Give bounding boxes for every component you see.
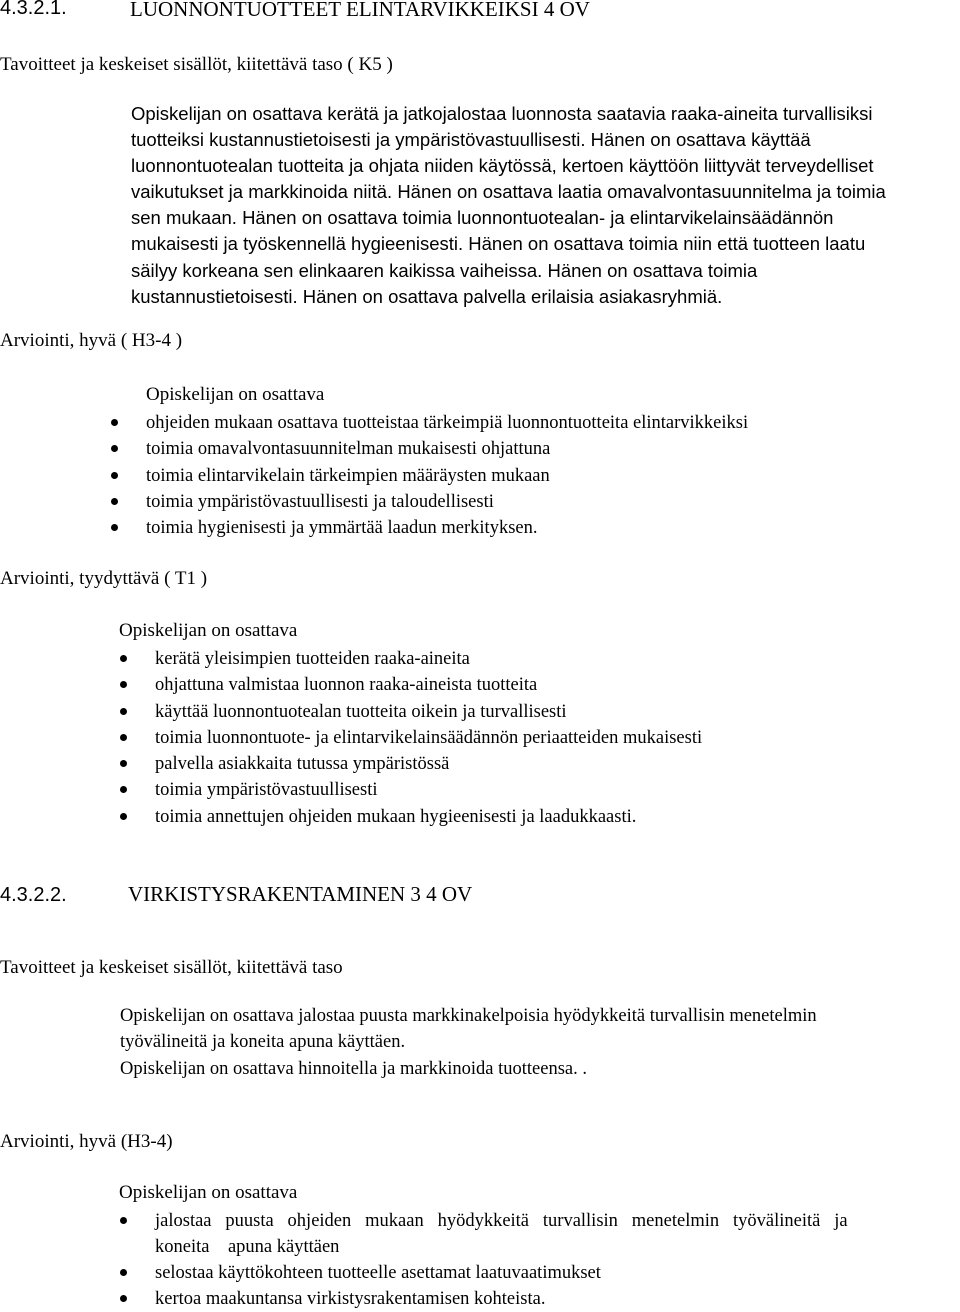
section-1-satisfactory-intro: Opiskelijan on osattava xyxy=(119,620,298,641)
section-1-good-intro: Opiskelijan on osattava xyxy=(146,384,325,405)
list-item: toimia annettujen ohjeiden mukaan hygieenisesti ja laadukkaasti. xyxy=(155,804,702,830)
section-1-number: 4.3.2.1. xyxy=(0,0,67,19)
list-item: ohjeiden mukaan osattava tuotteistaa tärkeimpiä luonnontuotteita elintarvikkeiksi xyxy=(146,410,748,436)
section-2-good-intro: Opiskelijan on osattava xyxy=(119,1182,298,1203)
list-item: kerätä yleisimpien tuotteiden raaka-aineita xyxy=(155,646,702,672)
goals-line: tuotteiksi kustannustietoisesti ja ympäristövastuullisesti. Hänen on osattava käyttää xyxy=(131,129,811,151)
goals-line: sen mukaan. Hänen on osattava toimia luonnontuotealan- ja elintarvikelainsäädännön xyxy=(131,207,834,229)
section-1-goals-paragraph xyxy=(131,101,886,310)
goals-line: luonnontuotealan tuotteita ja ohjata niiden käytössä, kertoen käyttöön liittyvät terveydelliset xyxy=(131,155,874,177)
section-2-good-heading: Arviointi, hyvä (H3-4) xyxy=(0,1131,173,1152)
section-2-title: VIRKISTYSRAKENTAMINEN 3 4 OV xyxy=(128,882,473,906)
goals-line: säilyy korkeana sen elinkaaren kaikissa vaiheissa. Hänen on osattava toimia xyxy=(131,259,758,281)
list-item: jalostaa puusta ohjeiden mukaan hyödykkeitä turvallisin menetelmin työvälineitä ja xyxy=(155,1208,848,1234)
section-2-number: 4.3.2.2. xyxy=(0,884,67,906)
section-2-good-list xyxy=(155,1208,848,1312)
goals-line: Opiskelijan on osattava kerätä ja jatkojalostaa luonnosta saatavia raaka-aineita turvallisiksi xyxy=(131,103,873,124)
section-1-satisfactory-heading: Arviointi, tyydyttävä ( T1 ) xyxy=(0,568,208,589)
goals-line: kustannustietoisesti. Hänen on osattava palvella erilaisia asiakasryhmiä. xyxy=(131,285,723,307)
list-item: toimia omavalvontasuunnitelman mukaisesti ohjattuna xyxy=(146,436,748,462)
section-1-goals-heading: Tavoitteet ja keskeiset sisällöt, kiitettävä taso ( K5 ) xyxy=(0,54,393,75)
list-item: toimia ympäristövastuullisesti xyxy=(155,777,702,803)
section-1-title: LUONNONTUOTTEET ELINTARVIKKEIKSI 4 OV xyxy=(130,0,590,21)
section-2-goals-heading: Tavoitteet ja keskeiset sisällöt, kiitettävä taso xyxy=(0,957,343,978)
list-item-continuation: koneita apuna käyttäen xyxy=(155,1237,340,1258)
list-item: käyttää luonnontuotealan tuotteita oikein ja turvallisesti xyxy=(155,699,702,725)
section-1-satisfactory-list xyxy=(155,646,702,830)
list-item: kertoa maakuntansa virkistysrakentamisen kohteista. xyxy=(155,1286,848,1312)
section-2-goals-paragraph xyxy=(120,1003,817,1082)
list-item: toimia elintarvikelain tärkeimpien määräysten mukaan xyxy=(146,463,748,489)
section-1-good-list xyxy=(146,410,748,541)
goals-line: vaikutukset ja markkinoida niitä. Hänen on osattava laatia omavalvontasuunnitelma ja toimia xyxy=(131,181,886,203)
list-item: ohjattuna valmistaa luonnon raaka-aineista tuotteita xyxy=(155,672,702,698)
list-item: palvella asiakkaita tutussa ympäristössä xyxy=(155,751,702,777)
goals-line: työvälineitä ja koneita apuna käyttäen. xyxy=(120,1032,406,1053)
section-1-good-heading: Arviointi, hyvä ( H3-4 ) xyxy=(0,330,183,351)
list-item: toimia ympäristövastuullisesti ja taloudellisesti xyxy=(146,489,748,515)
goals-line: Opiskelijan on osattava jalostaa puusta markkinakelpoisia hyödykkeitä turvallisin menetelmin xyxy=(120,1006,817,1026)
list-item: toimia hygienisesti ja ymmärtää laadun merkityksen. xyxy=(146,515,748,541)
list-item: selostaa käyttökohteen tuotteelle asettamat laatuvaatimukset xyxy=(155,1260,848,1286)
goals-line: mukaisesti ja työskennellä hygieenisesti. Hänen on osattava toimia niin että tuotteen laatu xyxy=(131,233,866,255)
goals-line: Opiskelijan on osattava hinnoitella ja markkinoida tuotteensa. . xyxy=(120,1058,588,1079)
list-item: toimia luonnontuote- ja elintarvikelainsäädännön periaatteiden mukaisesti xyxy=(155,725,702,751)
